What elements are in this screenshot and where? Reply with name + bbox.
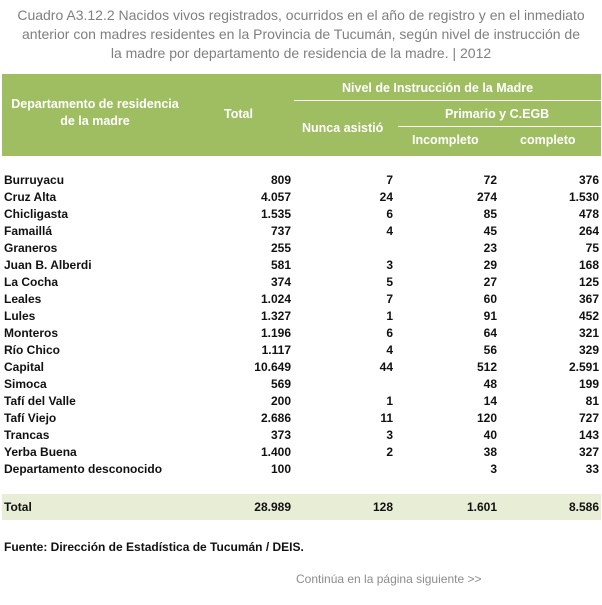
completo-cell: 125	[578, 275, 599, 289]
incompleto-cell: 91	[483, 309, 497, 323]
completo-cell: 33	[585, 462, 599, 476]
table-row	[2, 410, 601, 427]
completo-cell: 376	[578, 173, 599, 187]
department-cell: Trancas	[4, 428, 50, 442]
nunca-cell: 4	[386, 343, 393, 357]
incompleto-cell: 120	[476, 411, 497, 425]
table-row	[2, 172, 601, 189]
table-header	[2, 74, 601, 156]
table-row	[2, 444, 601, 461]
department-cell: Juan B. Alberdi	[4, 258, 92, 272]
completo-cell: 329	[578, 343, 599, 357]
title-line: Cuadro A3.12.2 Nacidos vivos registrados, ocurridos en el año de registro y en el inmediato	[17, 7, 585, 23]
incompleto-cell: 48	[483, 377, 497, 391]
total-label: Total	[4, 500, 32, 514]
header-nivel: Nivel de Instrucción de la Madre	[342, 81, 534, 95]
department-cell: Leales	[4, 292, 42, 306]
total-cell: 581	[270, 258, 291, 272]
total-cell: 2.686	[260, 411, 291, 425]
nunca-cell: 7	[386, 173, 393, 187]
total-cell: 4.057	[260, 190, 291, 204]
table-row	[2, 291, 601, 308]
table-row	[2, 240, 601, 257]
total-cell: 569	[270, 377, 291, 391]
incompleto-cell: 56	[483, 343, 497, 357]
total-completo: 8.586	[568, 500, 599, 514]
title-line: anterior con madres residentes en la Provincia de Tucumán, según nivel de instrucción de	[22, 26, 580, 42]
total-cell: 255	[270, 241, 291, 255]
nunca-cell: 4	[386, 224, 393, 238]
total-value: 28.989	[254, 500, 291, 514]
department-cell: Tafí Viejo	[4, 411, 57, 425]
total-cell: 10.649	[254, 360, 291, 374]
department-cell: Lules	[4, 309, 36, 323]
total-cell: 1.024	[260, 292, 291, 306]
completo-cell: 452	[578, 309, 599, 323]
department-cell: Chicligasta	[4, 207, 69, 221]
completo-cell: 727	[578, 411, 599, 425]
nunca-cell: 6	[386, 207, 393, 221]
incompleto-cell: 274	[476, 190, 497, 204]
next-page-link[interactable]: Continúa en la página siguiente >>	[296, 572, 482, 586]
department-cell: Yerba Buena	[4, 445, 77, 459]
incompleto-cell: 14	[483, 394, 497, 408]
nunca-cell: 2	[386, 445, 393, 459]
completo-cell: 143	[578, 428, 599, 442]
department-cell: Famaillá	[4, 224, 53, 238]
incompleto-cell: 85	[483, 207, 497, 221]
nunca-cell: 24	[379, 190, 393, 204]
table-row	[2, 325, 601, 342]
table-title	[0, 6, 602, 63]
incompleto-cell: 29	[483, 258, 497, 272]
completo-cell: 199	[578, 377, 599, 391]
completo-cell: 264	[578, 224, 599, 238]
table-row	[2, 257, 601, 274]
department-cell: Río Chico	[4, 343, 60, 357]
department-cell: Monteros	[4, 326, 58, 340]
total-cell: 1.400	[260, 445, 291, 459]
header-divider	[398, 126, 601, 127]
incompleto-cell: 23	[483, 241, 497, 255]
incompleto-cell: 64	[483, 326, 497, 340]
header-total: Total	[224, 107, 253, 121]
header-departamento: Departamento de residencia de la madre	[11, 97, 179, 128]
total-cell: 200	[270, 394, 291, 408]
table-row	[2, 376, 601, 393]
total-cell: 1.327	[260, 309, 291, 323]
header-primario: Primario y C.EGB	[445, 107, 550, 121]
incompleto-cell: 60	[483, 292, 497, 306]
completo-cell: 81	[585, 394, 599, 408]
nunca-cell: 6	[386, 326, 393, 340]
total-cell: 373	[270, 428, 291, 442]
incompleto-cell: 3	[490, 462, 497, 476]
incompleto-cell: 27	[483, 275, 497, 289]
completo-cell: 168	[578, 258, 599, 272]
department-cell: Graneros	[4, 241, 58, 255]
completo-cell: 478	[578, 207, 599, 221]
table-row	[2, 427, 601, 444]
total-cell: 1.535	[260, 207, 291, 221]
header-completo: completo	[520, 133, 576, 147]
nunca-cell: 44	[379, 360, 393, 374]
department-cell: Tafí del Valle	[4, 394, 76, 408]
completo-cell: 75	[585, 241, 599, 255]
table-row	[2, 189, 601, 206]
total-row	[2, 494, 601, 520]
nunca-cell: 3	[386, 258, 393, 272]
nunca-cell: 3	[386, 428, 393, 442]
table-row	[2, 461, 601, 478]
total-cell: 1.117	[261, 343, 291, 357]
nunca-cell: 5	[386, 275, 393, 289]
incompleto-cell: 40	[483, 428, 497, 442]
incompleto-cell: 45	[483, 224, 497, 238]
department-cell: Cruz Alta	[4, 190, 57, 204]
source-note: Fuente: Dirección de Estadística de Tucumán / DEIS.	[4, 540, 304, 554]
title-line: la madre por departamento de residencia de la madre. | 2012	[110, 45, 492, 61]
table-row	[2, 359, 601, 376]
completo-cell: 2.591	[568, 360, 599, 374]
total-cell: 809	[270, 173, 291, 187]
header-incompleto: Incompleto	[412, 133, 479, 147]
incompleto-cell: 38	[483, 445, 497, 459]
nunca-cell: 1	[386, 394, 393, 408]
nunca-cell: 11	[380, 411, 393, 425]
total-cell: 100	[270, 462, 291, 476]
table-row	[2, 274, 601, 291]
incompleto-cell: 512	[476, 360, 497, 374]
incompleto-cell: 72	[483, 173, 497, 187]
department-cell: Burruyacu	[4, 173, 65, 187]
header-nunca: Nunca asistió	[302, 121, 384, 135]
table-row	[2, 223, 601, 240]
completo-cell: 327	[578, 445, 599, 459]
total-cell: 374	[270, 275, 291, 289]
department-cell: Capital	[4, 360, 45, 374]
completo-cell: 367	[578, 292, 599, 306]
department-cell: Simoca	[4, 377, 47, 391]
completo-cell: 321	[578, 326, 599, 340]
total-incompleto: 1.601	[466, 500, 497, 514]
total-nunca: 128	[372, 500, 393, 514]
table-row	[2, 393, 601, 410]
department-cell: La Cocha	[4, 275, 59, 289]
nunca-cell: 7	[386, 292, 393, 306]
completo-cell: 1.530	[568, 190, 599, 204]
department-cell: Departamento desconocido	[4, 462, 163, 476]
table-row	[2, 342, 601, 359]
table-row	[2, 308, 601, 325]
table-body	[2, 172, 601, 478]
total-cell: 737	[270, 224, 291, 238]
nunca-cell: 1	[386, 309, 393, 323]
table-row	[2, 206, 601, 223]
total-cell: 1.196	[260, 326, 291, 340]
header-divider	[294, 100, 601, 101]
